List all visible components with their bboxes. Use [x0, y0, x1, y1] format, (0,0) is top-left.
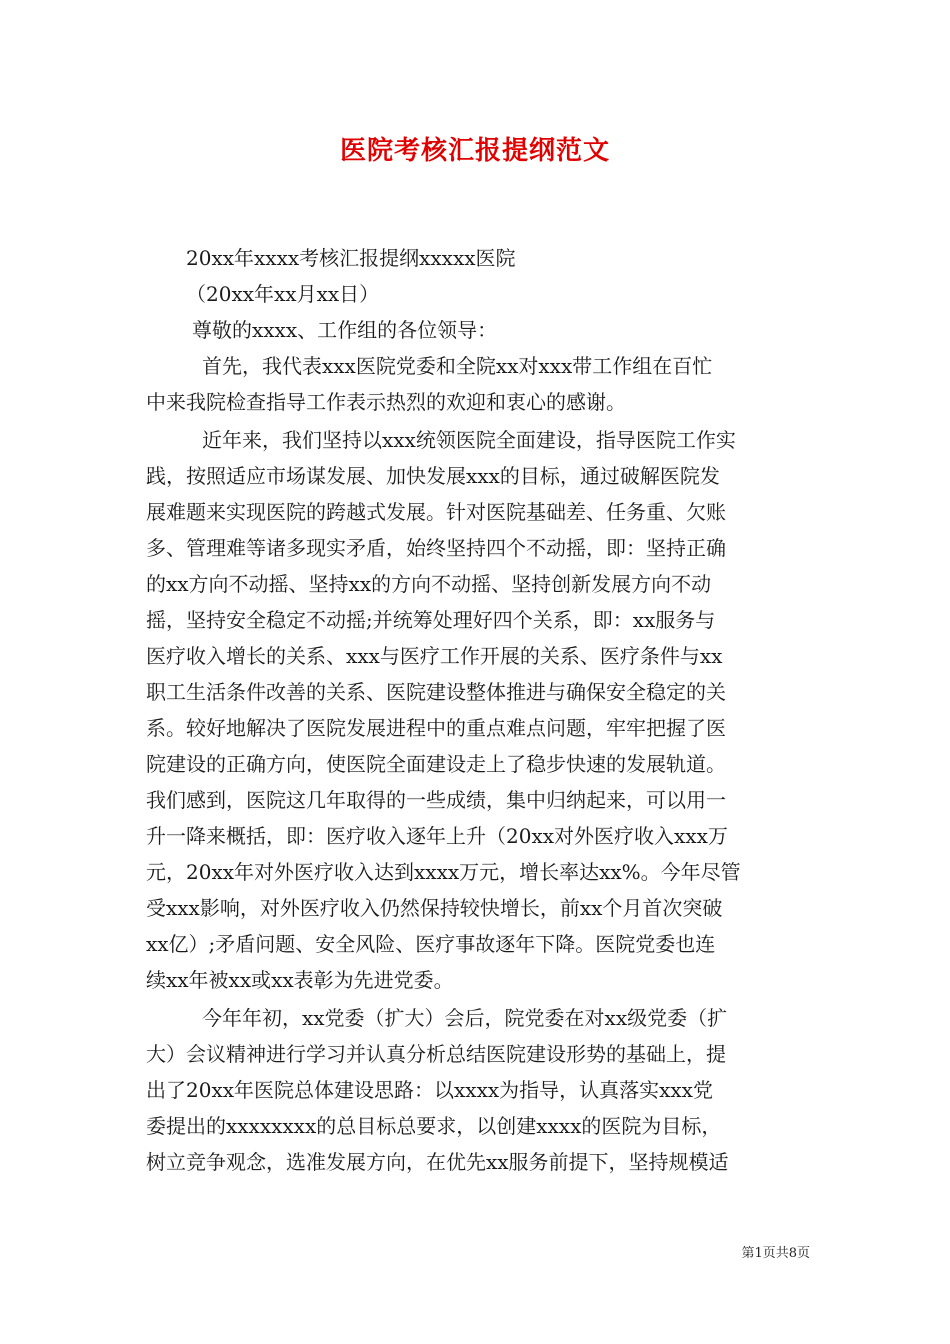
body-line: 摇，坚持安全稳定不动摇;并统筹处理好四个关系，即：xx服务与	[146, 608, 716, 632]
body-line: 系。较好地解决了医院发展进程中的重点难点问题，牢牢把握了医	[146, 716, 726, 740]
body-line: 续xx年被xx或xx表彰为先进党委。	[146, 968, 454, 992]
document-title: 医院考核汇报提纲范文	[339, 136, 610, 166]
body-line: 的xx方向不动摇、坚持xx的方向不动摇、坚持创新发展方向不动	[146, 572, 712, 596]
body-line: 受xxx影响，对外医疗收入仍然保持较快增长，前xx个月首次突破	[146, 896, 723, 920]
body-line: 20xx年xxxx考核汇报提纲xxxxx医院	[186, 246, 516, 270]
body-line: 践，按照适应市场谋发展、加快发展xxx的目标，通过破解医院发	[146, 464, 720, 488]
body-line: 我们感到，医院这几年取得的一些成绩，集中归纳起来，可以用一	[146, 788, 726, 812]
body-line: （20xx年xx月xx日）	[186, 282, 380, 306]
body-line: 医疗收入增长的关系、xxx与医疗工作开展的关系、医疗条件与xx	[146, 644, 723, 668]
body-line: 今年年初，xx党委（扩大）会后，院党委在对xx级党委（扩	[202, 1006, 728, 1030]
body-line: 大）会议精神进行学习并认真分析总结医院建设形势的基础上，提	[146, 1042, 726, 1066]
body-line: 近年来，我们坚持以xxx统领医院全面建设，指导医院工作实	[202, 428, 736, 452]
body-line: 展难题来实现医院的跨越式发展。针对医院基础差、任务重、欠账	[146, 500, 726, 524]
body-line: 院建设的正确方向，使医院全面建设走上了稳步快速的发展轨道。	[146, 752, 726, 776]
page-number: 第1页共8页	[741, 1246, 810, 1261]
body-line: 职工生活条件改善的关系、医院建设整体推进与确保安全稳定的关	[146, 680, 726, 704]
body-line: 中来我院检查指导工作表示热烈的欢迎和衷心的感谢。	[146, 390, 626, 414]
body-line: 升一降来概括，即：医疗收入逐年上升（20xx对外医疗收入xxx万	[146, 824, 728, 848]
body-line: 多、管理难等诸多现实矛盾，始终坚持四个不动摇，即：坚持正确	[146, 536, 726, 560]
body-line: 出了20xx年医院总体建设思路：以xxxx为指导，认真落实xxx党	[146, 1078, 713, 1102]
body-line: 首先，我代表xxx医院党委和全院xx对xxx带工作组在百忙	[202, 354, 713, 378]
body-line: 委提出的xxxxxxxx的总目标总要求，以创建xxxx的医院为目标，	[146, 1114, 722, 1138]
body-line: 元，20xx年对外医疗收入达到xxxx万元，增长率达xx%。今年尽管	[146, 860, 741, 884]
body-line: xx亿）;矛盾问题、安全风险、医疗事故逐年下降。医院党委也连	[146, 932, 716, 956]
body-line: 尊敬的xxxx、工作组的各位领导：	[192, 318, 498, 342]
body-line: 树立竞争观念，选准发展方向，在优先xx服务前提下，坚持规模适	[146, 1150, 729, 1174]
